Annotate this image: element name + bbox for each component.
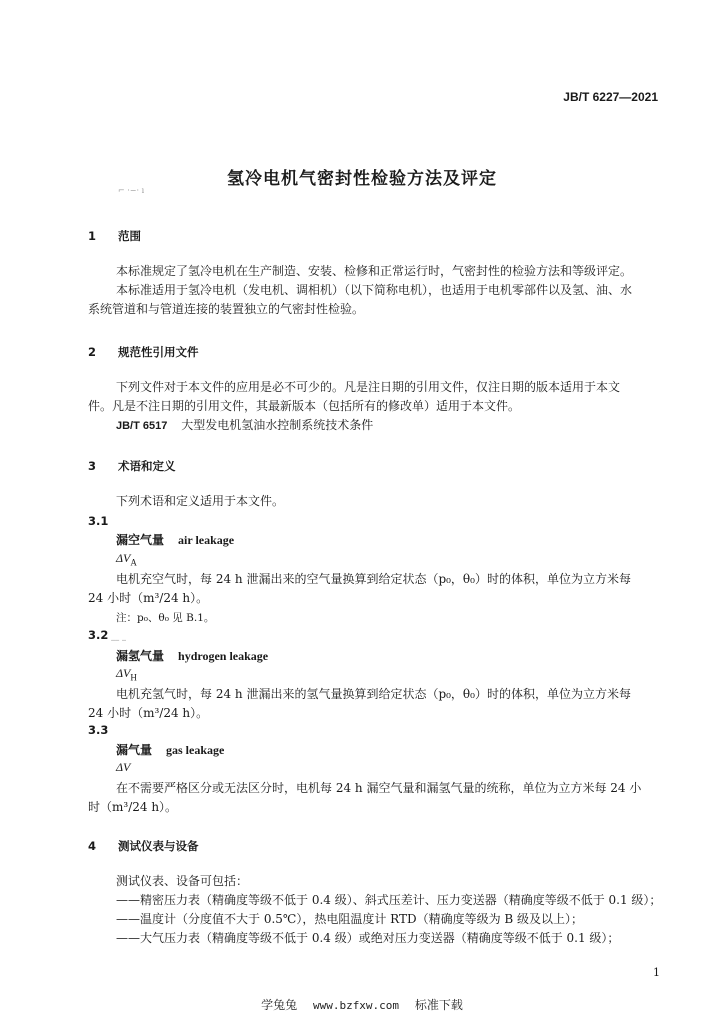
- definition-3-2-line-2: 24 小时（m³/24 h）。: [88, 706, 209, 720]
- symbol-delta-vh: $\Delta V_H$: [116, 666, 137, 683]
- definition-3-1-line-1: 电机充空气时，每 24 h 泄漏出来的空气量换算到给定状态（p₀，θ₀）时的体积，单位为立方米每: [116, 572, 631, 586]
- footer-url[interactable]: www.bzfxw.com: [312, 999, 400, 1012]
- note-3-1: 注：p₀、θ₀ 见 B.1。: [116, 612, 215, 624]
- scan-artifact: __ _: [108, 632, 126, 641]
- reference-code: JB/T 6517: [116, 420, 168, 432]
- term-hydrogen-leakage: 漏氢气量 hydrogen leakage: [116, 649, 269, 663]
- footer-site-name: 学兔兔: [261, 998, 298, 1012]
- section-2-paragraph-line-2: 件。凡是不注日期的引用文件，其最新版本（包括所有的修改单）适用于本文件。: [88, 399, 521, 413]
- section-2-heading: 2 规范性引用文件: [88, 345, 199, 359]
- reference-title: 大型发电机氢油水控制系统技术条件: [181, 418, 374, 432]
- symbol-delta-v: ΔV: [116, 760, 131, 774]
- footer-slogan: 标准下载: [414, 998, 463, 1012]
- section-1-paragraph-1: 本标准规定了氢冷电机在生产制造、安装、检修和正常运行时，气密封性的检验方法和等级评定。: [116, 264, 633, 278]
- definition-3-3-line-2: 时（m³/24 h）。: [88, 800, 178, 814]
- term-air-leakage: 漏空气量 air leakage: [116, 533, 235, 547]
- section-1-paragraph-2-line-1: 本标准适用于氢冷电机（发电机、调相机）（以下简称电机），也适用于电机零部件以及氢、油、水: [116, 283, 633, 297]
- definition-3-1-line-2: 24 小时（m³/24 h）。: [88, 591, 209, 605]
- section-1-heading: 1 范围: [88, 229, 141, 243]
- scan-mark: ⌐ ·−· ı: [118, 186, 145, 195]
- clause-3-3-number: 3.3: [88, 723, 109, 737]
- clause-3-1-number: 3.1: [88, 514, 109, 528]
- normative-reference: [116, 416, 373, 435]
- standard-number: JB/T 6227—2021: [563, 90, 658, 104]
- section-3-heading: 3 术语和定义: [88, 459, 176, 473]
- document-title: 氢冷电机气密封性检验方法及评定: [227, 169, 497, 189]
- list-item: ——温度计（分度值不大于 0.5℃），热电阻温度计 RTD（精确度等级为 B 级及以上）；: [116, 912, 584, 926]
- section-1-paragraph-2-line-2: 系统管道和与管道连接的装置独立的气密封性检验。: [88, 302, 365, 316]
- definition-3-3-line-1: 在不需要严格区分或无法区分时，电机每 24 h 漏空气量和漏氢气量的统称，单位为立方米每 24 小: [116, 781, 642, 795]
- term-gas-leakage: 漏气量 gas leakage: [116, 743, 225, 757]
- footer-watermark: [0, 996, 724, 1013]
- list-item: ——大气压力表（精确度等级不低于 0.4 级）或绝对压力变送器（精确度等级不低于 0.1 级）；: [116, 931, 620, 945]
- definition-3-2-line-1: 电机充氢气时，每 24 h 泄漏出来的氢气量换算到给定状态（p₀，θ₀）时的体积，单位为立方米每: [116, 687, 631, 701]
- page-number: 1: [653, 966, 660, 979]
- section-4-heading: 4 测试仪表与设备: [88, 839, 199, 853]
- clause-3-2-number: 3.2 __ _: [88, 628, 126, 642]
- list-item: ——精密压力表（精确度等级不低于 0.4 级）、斜式压差计、压力变送器（精确度等级不低于 0.1 级）；: [116, 893, 662, 907]
- section-3-intro: 下列术语和定义适用于本文件。: [116, 494, 285, 508]
- section-4-intro: 测试仪表、设备可包括：: [116, 874, 249, 888]
- section-2-paragraph-line-1: 下列文件对于本文件的应用是必不可少的。凡是注日期的引用文件，仅注日期的版本适用于本文: [116, 380, 621, 394]
- symbol-delta-va: $\Delta V_A$: [116, 551, 137, 568]
